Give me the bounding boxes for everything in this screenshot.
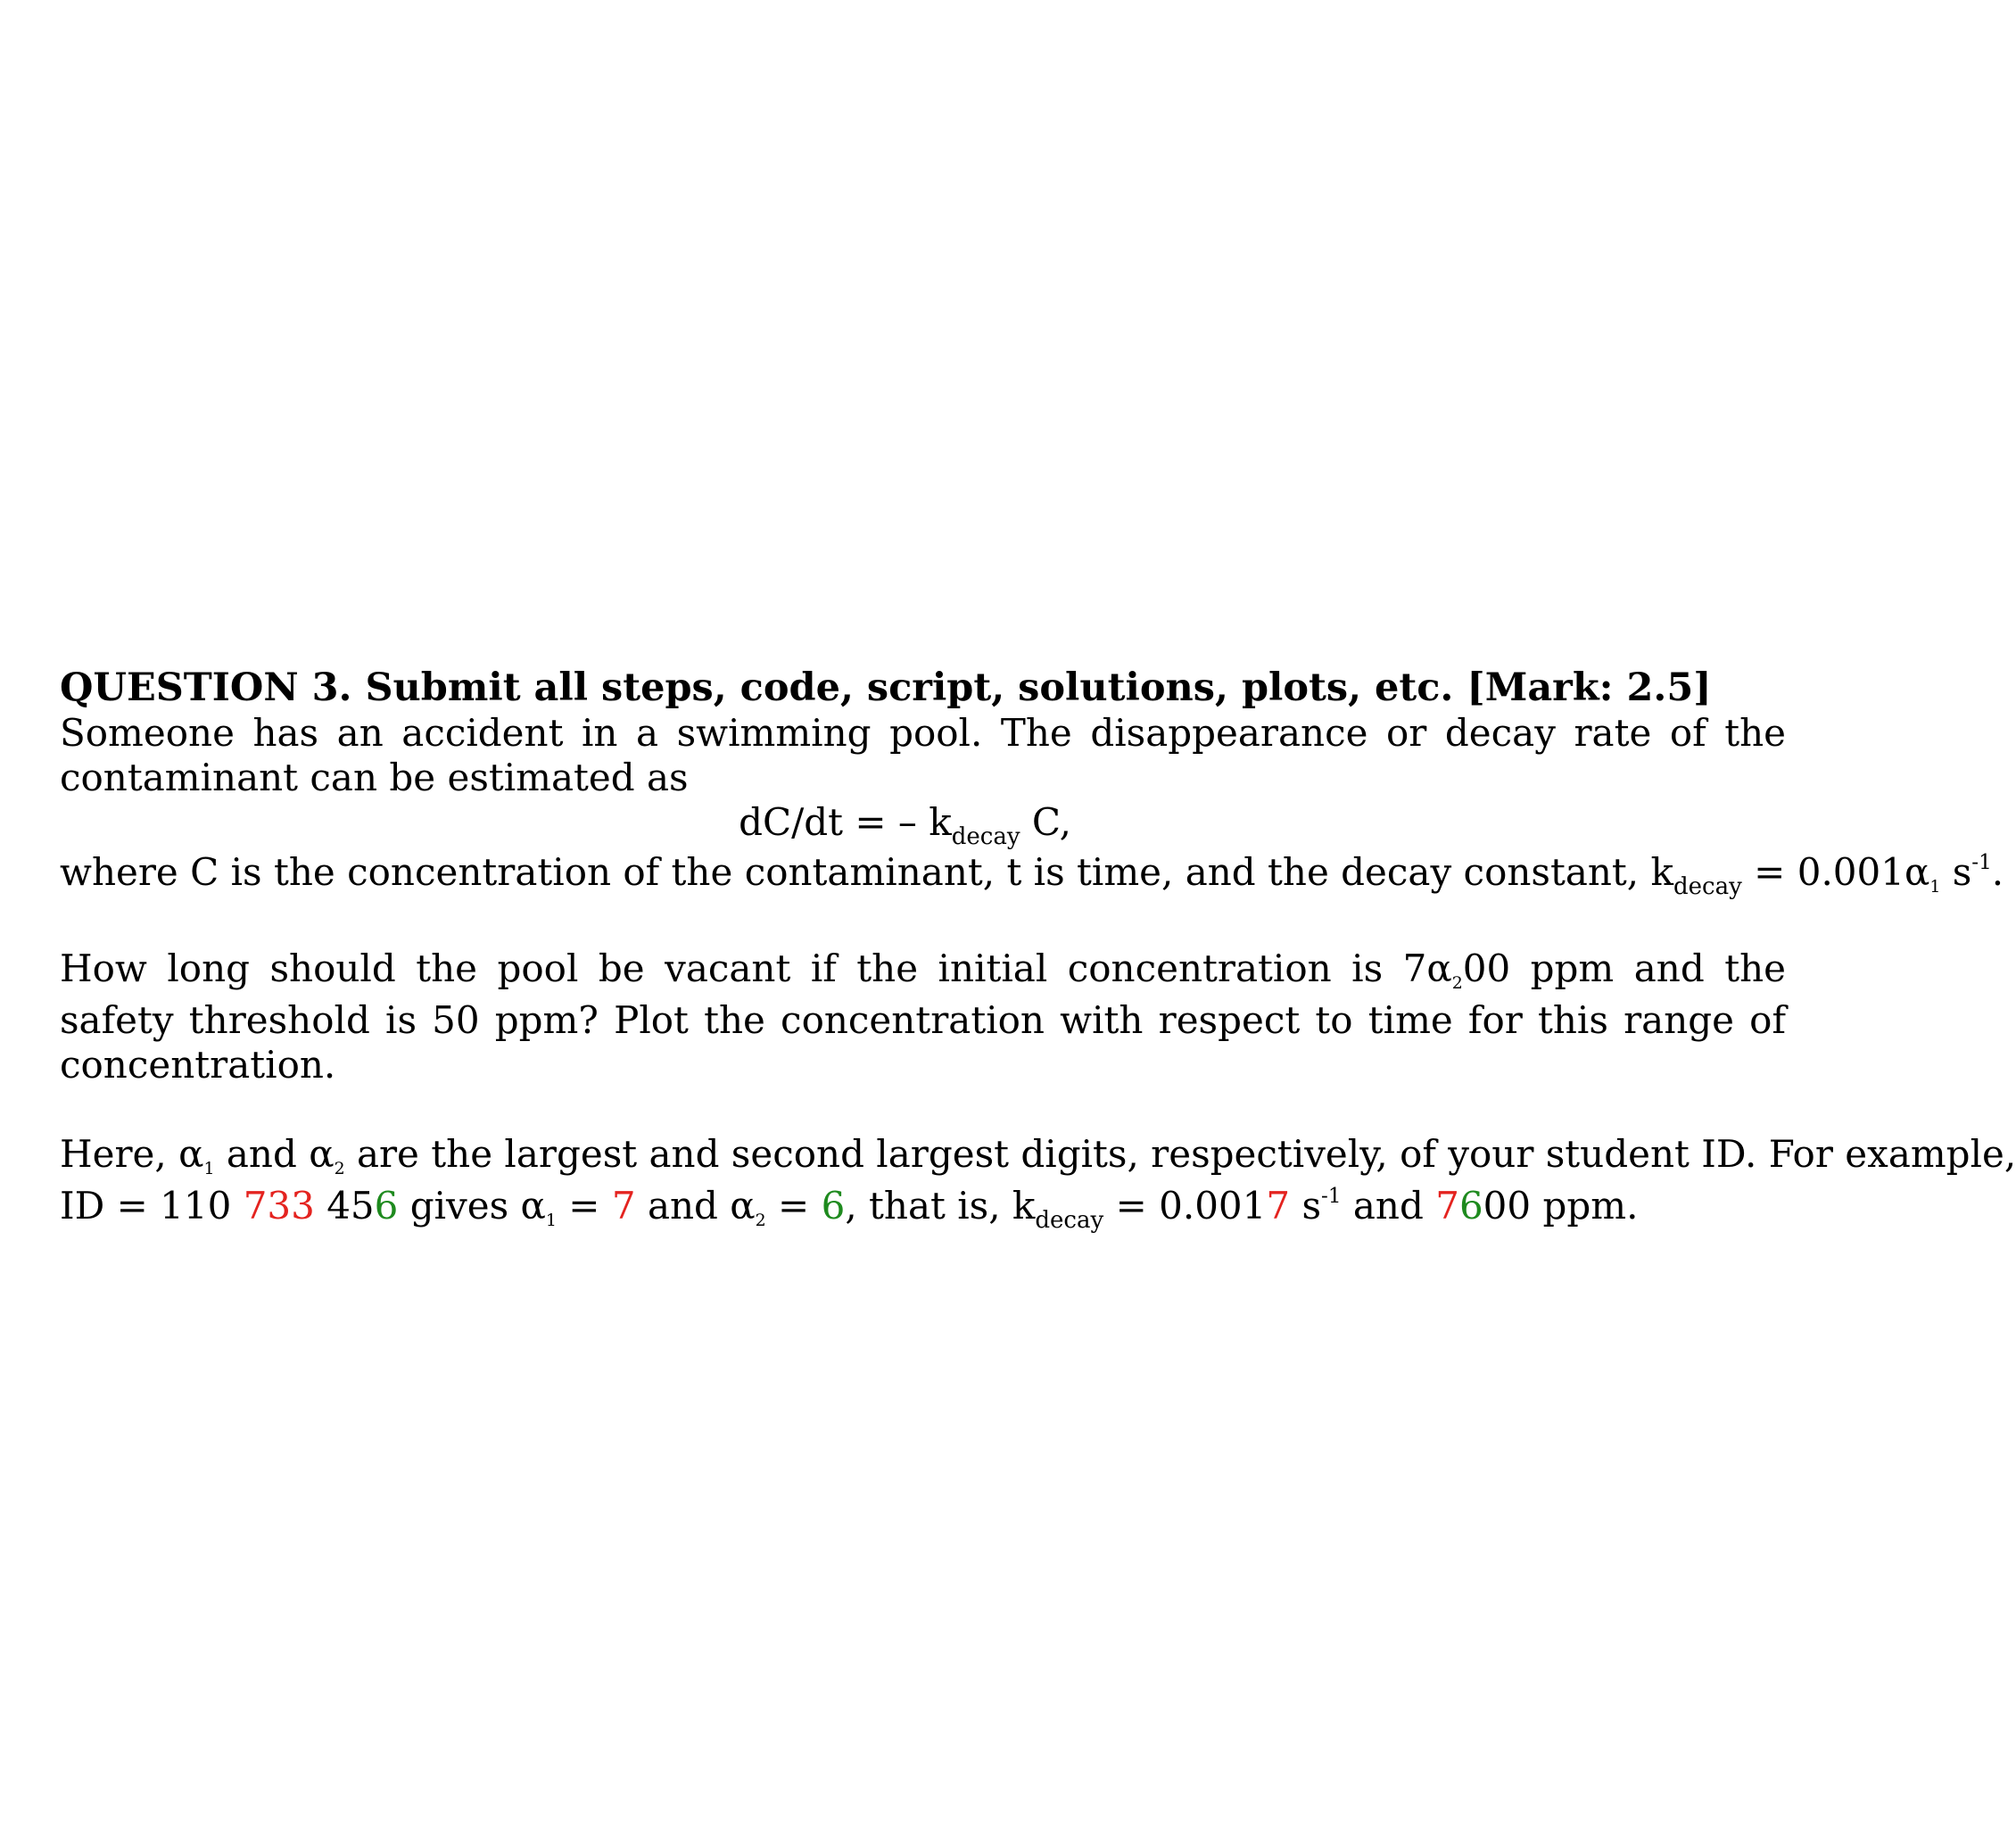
where-text-a: where C is the concentration of the contaminant, t is time, and the decay constant, k (60, 850, 1673, 894)
example-text: and α (635, 1184, 756, 1228)
spacer (60, 902, 1786, 947)
vacancy-text-a: How long should the pool be vacant if the initial concentration is 7α (60, 947, 1452, 990)
alpha-subscript: 1 (203, 1159, 215, 1178)
where-unit: s (1940, 850, 1972, 894)
alpha-subscript: 2 (334, 1159, 345, 1178)
example-text: = (556, 1184, 612, 1228)
example-concentration-rest: 00 ppm. (1483, 1184, 1639, 1228)
example-id-prefix: ID = 110 (60, 1184, 244, 1228)
example-id-middle: 45 (314, 1184, 375, 1228)
equation-k-subscript: decay (951, 823, 1020, 850)
example-line-2 (60, 1184, 1786, 1236)
equation-lhs: dC/dt = – k (739, 800, 952, 844)
equation-rhs: C, (1020, 800, 1071, 844)
vacancy-text-b: 00 ppm and the safety threshold is 50 ppm? Plot the concentration with respect to time for this range of concentration. (60, 947, 1786, 1087)
example-text: and (1341, 1184, 1436, 1228)
example-unit: s (1290, 1184, 1322, 1228)
where-k-subscript: decay (1673, 873, 1742, 900)
example-concentration-red-digit: 7 (1435, 1184, 1459, 1228)
example-unit-superscript: -1 (1321, 1185, 1342, 1208)
where-text-b: = 0.001α (1741, 850, 1930, 894)
example-text: , that is, k (845, 1184, 1036, 1228)
spacer (60, 1087, 1786, 1132)
example-text: = 0.001 (1103, 1184, 1267, 1228)
where-end: . (1991, 850, 2004, 894)
example-k-subscript: decay (1035, 1207, 1104, 1234)
alpha-subscript: 2 (755, 1211, 766, 1230)
question-title: QUESTION 3. Submit all steps, code, script, solutions, plots, etc. [Mark: 2.5] (60, 665, 1712, 710)
example-text: and α (214, 1132, 335, 1176)
example-k-red-digit: 7 (1266, 1184, 1291, 1228)
example-text: = (765, 1184, 822, 1228)
vacancy-alpha-subscript: 2 (1451, 973, 1463, 993)
example-text: Here, α (60, 1132, 204, 1176)
decay-equation (24, 800, 1786, 850)
alpha-subscript: 1 (545, 1211, 557, 1230)
vacancy-paragraph (60, 947, 1786, 1087)
example-alpha2-value: 6 (821, 1184, 846, 1228)
example-id-red-digits: 733 (243, 1184, 315, 1228)
example-text: gives α (398, 1184, 546, 1228)
example-alpha1-value: 7 (611, 1184, 636, 1228)
where-unit-superscript: -1 (1971, 851, 1992, 874)
where-alpha-subscript: 1 (1929, 877, 1941, 897)
example-concentration-green-digit: 6 (1458, 1184, 1483, 1228)
example-text: are the largest and second largest digits, respectively, of your student ID. For example, (344, 1132, 2016, 1176)
example-line-1 (60, 1132, 2016, 1184)
intro-paragraph: Someone has an accident in a swimming pool. The disappearance or decay rate of the contaminant can be estimated as (60, 711, 1786, 799)
example-id-green-digit: 6 (374, 1184, 399, 1228)
